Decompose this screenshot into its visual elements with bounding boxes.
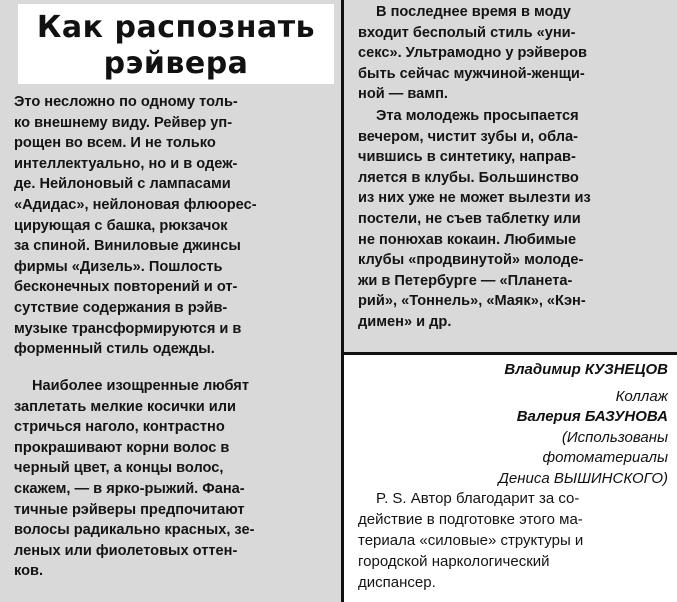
text-line: черный цвет, а концы волос, bbox=[14, 460, 224, 477]
right-paragraph-2 bbox=[358, 106, 591, 333]
text-line: тичные рэйверы предпочитают bbox=[14, 501, 245, 518]
text-line: заплетать мелкие косички или bbox=[14, 398, 236, 415]
text-line: сутствие содержания в рэйв- bbox=[14, 299, 228, 316]
text-line: Наиболее изощренные любят bbox=[32, 378, 249, 394]
text-line: чившись в синтетику, направ- bbox=[358, 149, 576, 166]
text-line: де. Нейлоновый с лампасами bbox=[14, 176, 231, 193]
text-line: из них уже не может вылезти из bbox=[358, 190, 591, 207]
credits-block bbox=[350, 360, 668, 489]
text-line: «Адидас», нейлоновая флюорес- bbox=[14, 196, 257, 213]
text-line: диспансер. bbox=[358, 574, 436, 591]
photo-note-line: (Использованы bbox=[561, 428, 668, 446]
section-divider bbox=[344, 352, 677, 355]
text-line: цирующая с башка, рюкзачок bbox=[14, 217, 228, 234]
collage-author: Валерия БАЗУНОВА bbox=[516, 408, 668, 425]
text-line: постели, не съев таблетку или bbox=[358, 210, 581, 227]
text-line: P. S. Автор благодарит за со- bbox=[376, 490, 580, 507]
text-line: стричься наголо, контрастно bbox=[14, 419, 225, 436]
text-line: действие в подготовке этого ма- bbox=[358, 511, 583, 528]
text-line: фирмы «Дизель». Пошлость bbox=[14, 258, 223, 275]
text-line: ков. bbox=[14, 563, 44, 580]
text-line: бесконечных повторений и от- bbox=[14, 279, 238, 296]
text-line: Эта молодежь просыпается bbox=[376, 108, 579, 124]
text-line: териала «силовые» структуры и bbox=[358, 532, 584, 549]
collage-label: Коллаж bbox=[615, 387, 668, 405]
text-line: В последнее время в моду bbox=[376, 4, 571, 20]
text-line: интеллектуально, но и в одеж- bbox=[14, 155, 238, 172]
text-line: вечером, чистит зубы и, обла- bbox=[358, 128, 578, 145]
right-paragraph-1 bbox=[358, 2, 587, 105]
headline-box bbox=[18, 4, 334, 84]
postscript bbox=[358, 488, 583, 593]
headline-line-2: рэйвера bbox=[103, 46, 249, 81]
text-line: ляется в клубы. Большинство bbox=[358, 169, 579, 186]
text-line: музыке трансформируются и в bbox=[14, 320, 242, 337]
text-line: прокрашивают корни волос в bbox=[14, 439, 230, 456]
text-line: волосы радикально красных, зе- bbox=[14, 522, 255, 539]
left-paragraph-1 bbox=[14, 92, 257, 360]
text-line: входит бесполый стиль «уни- bbox=[358, 24, 576, 41]
text-line: рощен во всем. И не только bbox=[14, 135, 216, 152]
text-line: форменный стиль одежды. bbox=[14, 341, 215, 358]
text-line: Это несложно по одному толь- bbox=[14, 94, 238, 110]
text-line: городской наркологический bbox=[358, 553, 550, 570]
left-paragraph-2 bbox=[14, 376, 254, 582]
text-line: ко внешнему виду. Рейвер уп- bbox=[14, 114, 233, 131]
photo-note-line: Дениса ВЫШИНСКОГО) bbox=[498, 469, 668, 487]
text-line: секс». Ультрамодно у рэйверов bbox=[358, 45, 587, 62]
text-line: клубы «продвинутой» молоде- bbox=[358, 252, 584, 269]
author-credit: Владимир КУЗНЕЦОВ bbox=[504, 361, 668, 378]
text-line: жи в Петербурге — «Планета- bbox=[358, 272, 573, 289]
text-line: леных или фиолетовых оттен- bbox=[14, 542, 238, 559]
text-line: за спиной. Виниловые джинсы bbox=[14, 238, 241, 255]
text-line: димен» и др. bbox=[358, 313, 452, 330]
text-line: ной — вамп. bbox=[358, 86, 448, 103]
text-line: рий», «Тоннель», «Маяк», «Кэн- bbox=[358, 293, 586, 310]
photo-note-line: фотоматериалы bbox=[542, 449, 668, 466]
text-line: скажем, — в ярко-рыжий. Фана- bbox=[14, 480, 245, 497]
text-line: не понюхав кокаин. Любимые bbox=[358, 231, 577, 248]
text-line: быть сейчас мужчиной-женщи- bbox=[358, 65, 585, 82]
headline-line-1: Как распознать bbox=[36, 10, 316, 45]
